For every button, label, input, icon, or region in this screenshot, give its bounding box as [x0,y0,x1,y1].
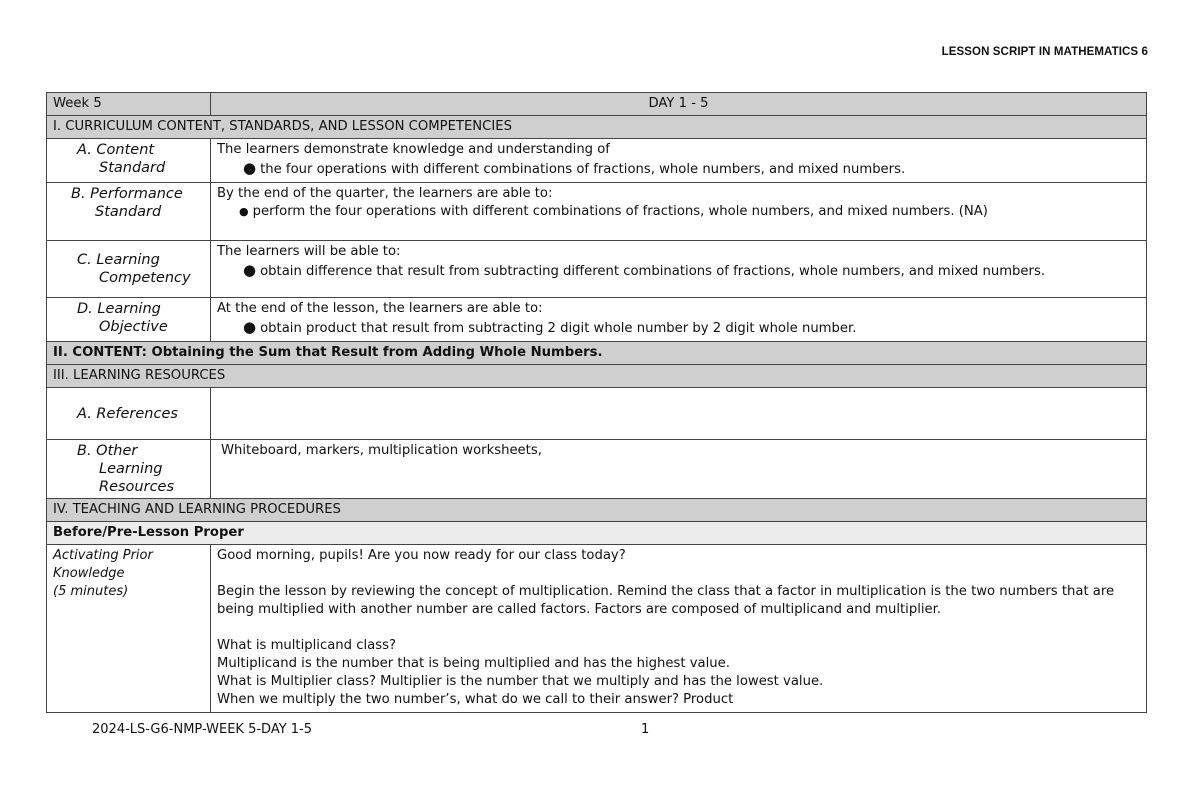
performance-standard-intro: By the end of the quarter, the learners are able to: [217,186,553,201]
greeting-text: Good morning, pupils! Are you now ready for our class today? [217,548,626,563]
footer-code: 2024-LS-G6-NMP-WEEK 5-DAY 1-5 [92,722,313,737]
document-header: LESSON SCRIPT IN MATHEMATICS 6 [941,46,1148,58]
section-2-row [47,342,1147,365]
performance-standard-row [47,183,1147,241]
learning-competency-label: C. Learning Competency [47,241,211,298]
learning-objective-intro: At the end of the lesson, the learners are able to: [217,301,543,316]
section-4-row [47,499,1147,522]
content-standard-intro: The learners demonstrate knowledge and understanding of [217,142,610,157]
subsection-heading: Before/Pre-Lesson Proper [47,522,1147,545]
section-4-heading: IV. TEACHING AND LEARNING PROCEDURES [47,499,1147,522]
activating-label: Activating Prior Knowledge (5 minutes) [47,545,211,713]
references-value [211,388,1147,440]
content-standard-value [211,139,1147,183]
other-resources-row [47,440,1147,499]
question-3: When we multiply the two number’s, what do we call to their answer? Product [217,692,734,707]
page-number: 1 [641,722,650,737]
bullet-icon: ● [243,318,257,336]
content-standard-bullet: ● the four operations with different combinations of fractions, whole numbers, and mixed numbers. [243,159,906,177]
section-1-heading: I. CURRICULUM CONTENT, STANDARDS, AND LESSON COMPETENCIES [47,116,1147,139]
performance-standard-label: B. Performance Standard [47,183,211,241]
question-2: What is Multiplier class? Multiplier is the number that we multiply and has the lowest value. [217,674,824,689]
performance-standard-value [211,183,1147,241]
references-label: A. References [47,388,211,440]
week-cell [47,93,211,116]
references-row [47,388,1147,440]
subsection-row [47,522,1147,545]
performance-standard-bullet: ● perform the four operations with different combinations of fractions, whole numbers, and mixed numbers. (NA) [239,204,988,219]
activating-content [211,545,1147,713]
content-standard-row [47,139,1147,183]
learning-competency-row [47,241,1147,298]
learning-objective-value [211,298,1147,342]
learning-objective-label: D. Learning Objective [47,298,211,342]
learning-competency-bullet: ● obtain difference that result from subtracting different combinations of fractions, whole numbers, and mixed numbers. [243,261,1046,279]
bullet-icon: ● [239,205,249,218]
day-label: DAY 1 - 5 [648,96,709,111]
other-resources-value: Whiteboard, markers, multiplication worksheets, [211,440,1147,499]
activating-prior-knowledge-row [47,545,1147,713]
learning-competency-value [211,241,1147,298]
week-label: Week 5 [53,96,102,111]
learning-objective-row [47,298,1147,342]
bullet-icon: ● [243,261,257,279]
question-1: What is multiplicand class? [217,638,396,653]
week-row [47,93,1147,116]
answer-1: Multiplicand is the number that is being multiplied and has the highest value. [217,656,730,671]
section-2-heading: II. CONTENT: Obtaining the Sum that Result from Adding Whole Numbers. [47,342,1147,365]
bullet-icon: ● [243,159,257,177]
learning-objective-bullet: ● obtain product that result from subtracting 2 digit whole number by 2 digit whole number. [243,318,857,336]
section-3-row [47,365,1147,388]
learning-competency-intro: The learners will be able to: [217,244,401,259]
section-3-heading: III. LEARNING RESOURCES [47,365,1147,388]
lesson-table [46,92,1147,713]
review-paragraph: Begin the lesson by reviewing the concept of multiplication. Remind the class that a factor in multiplication is the two numbers that are being multiplied with another number are called factors. Factors are composed of multiplicand and multiplier. [217,584,1115,617]
day-cell [211,93,1147,116]
other-resources-label: B. Other Learning Resources [47,440,211,499]
content-standard-label: A. Content Standard [47,139,211,183]
section-1-row [47,116,1147,139]
